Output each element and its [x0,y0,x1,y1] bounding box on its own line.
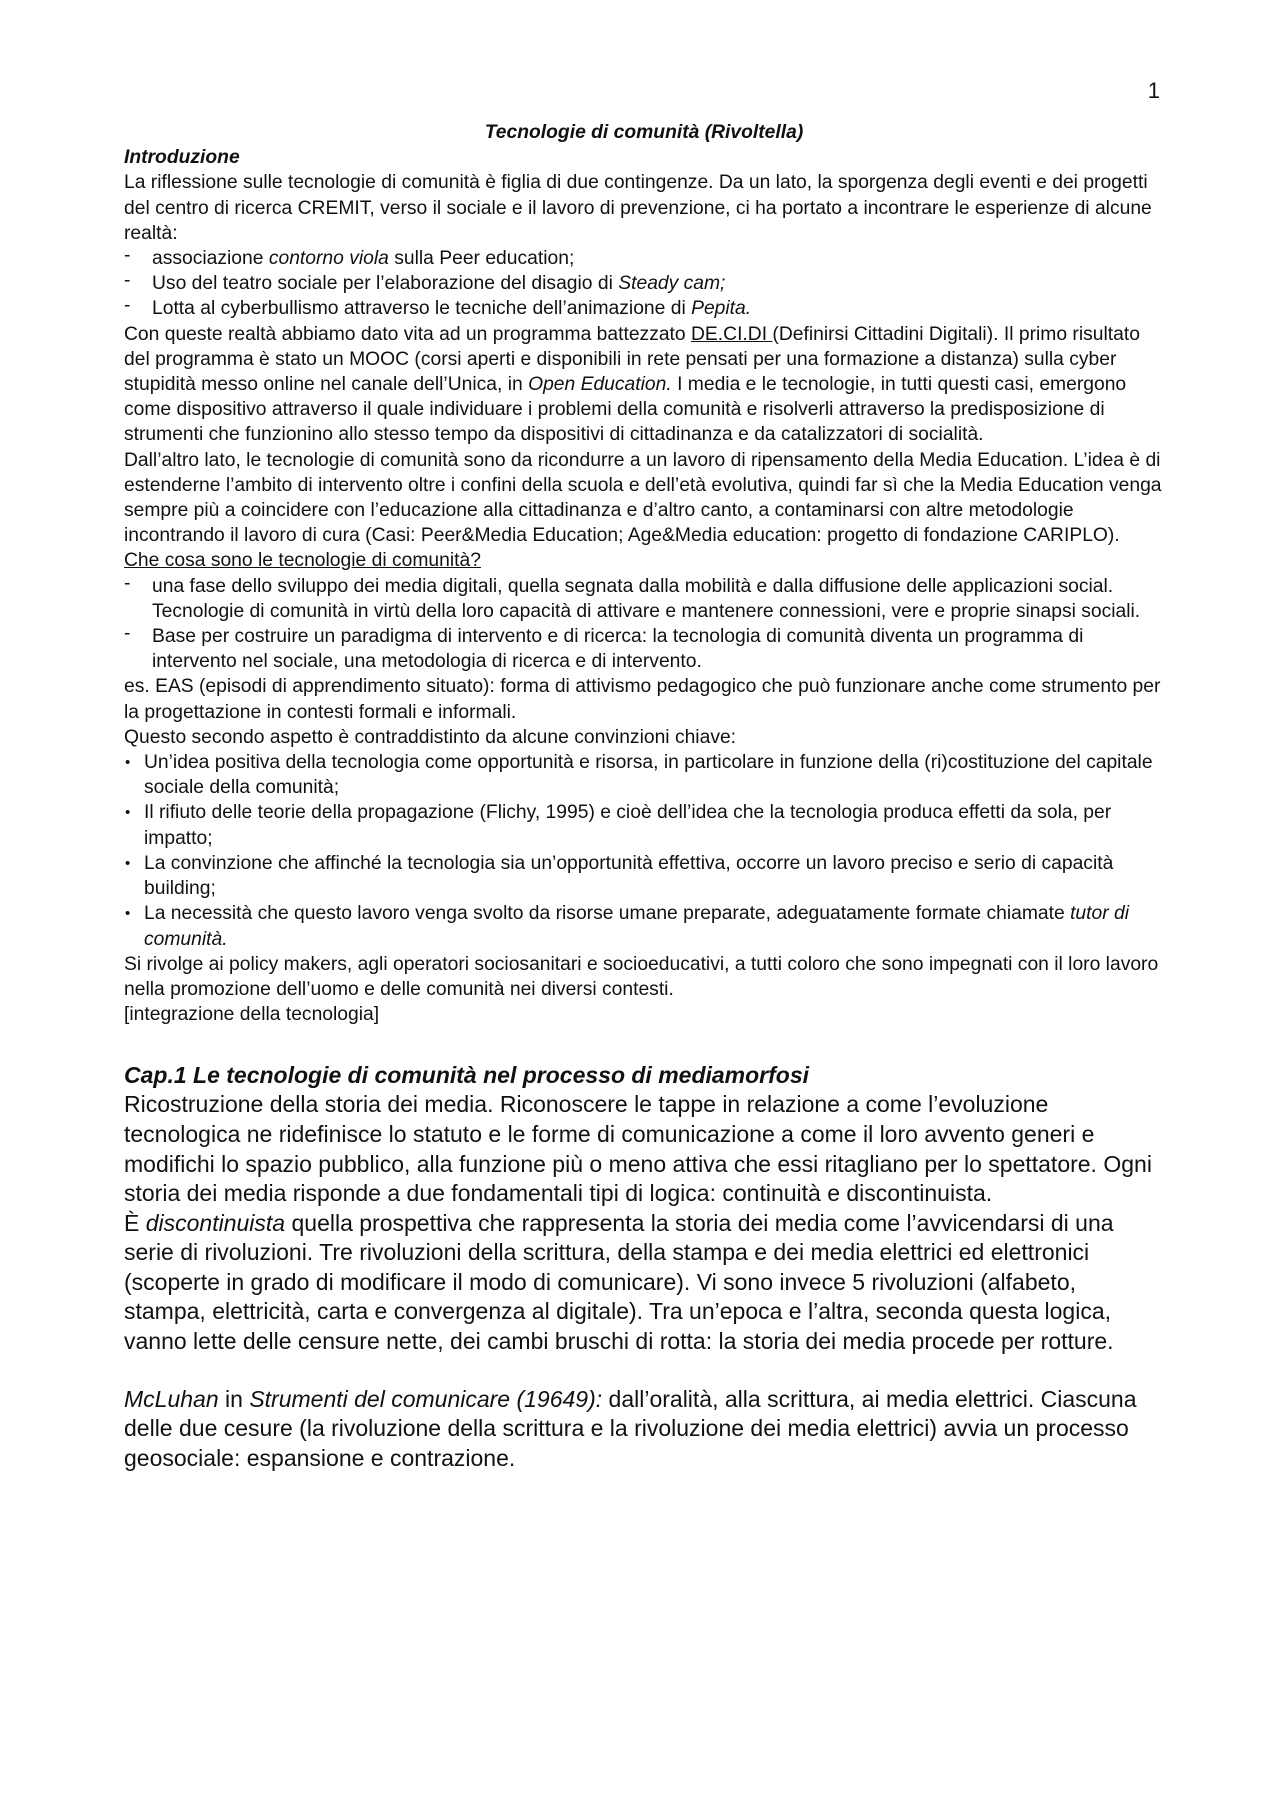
chapter-1-paragraph-3: McLuhan in Strumenti del comunicare (19649): dall’oralità, alla scrittura, ai media elettrici. Ciascuna delle due cesure (la rivoluzione della scrittura e la rivoluzione dei media elettrici) avvia un processo geosociale: espansione e contrazione. [124,1385,1137,1471]
convictions-list [124,750,1164,952]
list-item: • Il rifiuto delle teorie della propagazione (Flichy, 1995) e cioè dell’idea che la tecnologia produca effetti da sola, per impatto; [124,800,1164,850]
intro-paragraph-4: es. EAS (episodi di apprendimento situato): forma di attivismo pedagogico che può funzionare anche come strumento per la progettazione in contesti formali e informali. [124,676,1161,723]
intro-paragraph-3: Dall’altro lato, le tecnologie di comunità sono da ricondurre a un lavoro di ripensamento della Media Education. L’idea è di estenderne l’ambito di intervento oltre i confini della scuola e dell’età evolutiva, quindi far sì che la Media Education venga sempre più a coincidere con l’educazione alla cittadinanza e d’altro canto, a contaminarsi con altre metodologie incontrando il lavoro di cura (Casi: Peer&Media Education; Age&Media education: progetto di fondazione CARIPLO). [124,449,1162,547]
chapter-1-heading: Cap.1 Le tecnologie di comunità nel processo di mediamorfosi [124,1062,810,1089]
list-item: - Lotta al cyberbullismo attraverso le tecniche dell’animazione di Pepita. [124,296,1164,321]
document-title: Tecnologie di comunità (Rivoltella) [484,122,804,143]
definition-list [124,574,1164,675]
list-item: - Uso del teatro sociale per l’elaborazione del disagio di Steady cam; [124,271,1164,296]
intro-paragraph-1: La riflessione sulle tecnologie di comunità è figlia di due contingenze. Da un lato, la sporgenza degli eventi e dei progetti del centro di ricerca CREMIT, verso il sociale e il lavoro di prevenzione, ci ha portato a incontrare le esperienze di alcune realtà: [124,172,1152,244]
section-question: Che cosa sono le tecnologie di comunità? [124,550,481,572]
intro-paragraph-2: Con queste realtà abbiamo dato vita ad un programma battezzato DE.CI.DI (Definirsi Cittadini Digitali). Il primo risultato del programma è stato un MOOC (corsi aperti e disponibili in rete pensati per una formazione a distanza) sulla cyber stupidità messo online nel canale dell’Unica, in Open Education. I media e le tecnologie, in tutti questi casi, emergono come dispositivo attraverso il quale individuare i problemi della comunità e risolverli attraverso la predisposizione di strumenti che funzionino allo stesso tempo da dispositivi di cittadinanza e da catalizzatori di socialità. [124,323,1140,446]
page-number: 1 [1147,78,1160,103]
chapter-1-paragraph-1: Ricostruzione della storia dei media. Riconoscere le tappe in relazione a come l’evoluzione tecnologica ne ridefinisce lo statuto e le forme di comunicazione a come il loro avvento generi e modifichi lo spazio pubblico, alla funzione più o meno attiva che essi ritagliano per lo spettatore. Ogni storia dei media risponde a due fondamentali tipi di logica: continuità e discontinuista. [124,1091,1152,1207]
section-spacer [124,1027,1164,1060]
list-item: • La necessità che questo lavoro venga svolto da risorse umane preparate, adeguatamente formate chiamate tutor di comunità. [124,901,1164,951]
intro-paragraph-7: [integrazione della tecnologia] [124,1004,380,1026]
realities-list [124,246,1164,322]
intro-heading: Introduzione [124,147,240,169]
decidi-link[interactable]: DE.CI.DI [691,323,773,345]
list-item: • La convinzione che affinché la tecnologia sia un’opportunità effettiva, occorre un lavoro preciso e serio di capacità building; [124,851,1164,901]
document-body [124,120,1164,1473]
list-item: - associazione contorno viola sulla Peer education; [124,246,1164,271]
intro-paragraph-5: Questo secondo aspetto è contraddistinto da alcune convinzioni chiave: [124,726,737,748]
list-item: • Un’idea positiva della tecnologia come opportunità e risorsa, in particolare in funzione della (ri)costituzione del capitale sociale della comunità; [124,750,1164,800]
paragraph-spacer [124,1357,1164,1385]
list-item: - una fase dello sviluppo dei media digitali, quella segnata dalla mobilità e dalla diffusione delle applicazioni social. Tecnologie di comunità in virtù della loro capacità di attivare e mantenere connessioni, vere e proprie sinapsi sociali. [124,574,1164,624]
list-item: - Base per costruire un paradigma di intervento e di ricerca: la tecnologia di comunità diventa un programma di intervento nel sociale, una metodologia di ricerca e di intervento. [124,624,1164,674]
intro-paragraph-6: Si rivolge ai policy makers, agli operatori sociosanitari e socioeducativi, a tutti coloro che sono impegnati con il loro lavoro nella promozione dell’uomo e delle comunità nei diversi contesti. [124,953,1159,1000]
chapter-1-paragraph-2: È discontinuista quella prospettiva che rappresenta la storia dei media come l’avvicendarsi di una serie di rivoluzioni. Tre rivoluzioni della scrittura, della stampa e dei media elettrici ed elettronici (scoperte in grado di modificare il modo di comunicare). Vi sono invece 5 rivoluzioni (alfabeto, stampa, elettricità, carta e convergenza al digitale). Tra un’epoca e l’altra, seconda questa logica, vanno lette delle censure nette, dei cambi bruschi di rotta: la storia dei media procede per rotture. [124,1209,1114,1355]
